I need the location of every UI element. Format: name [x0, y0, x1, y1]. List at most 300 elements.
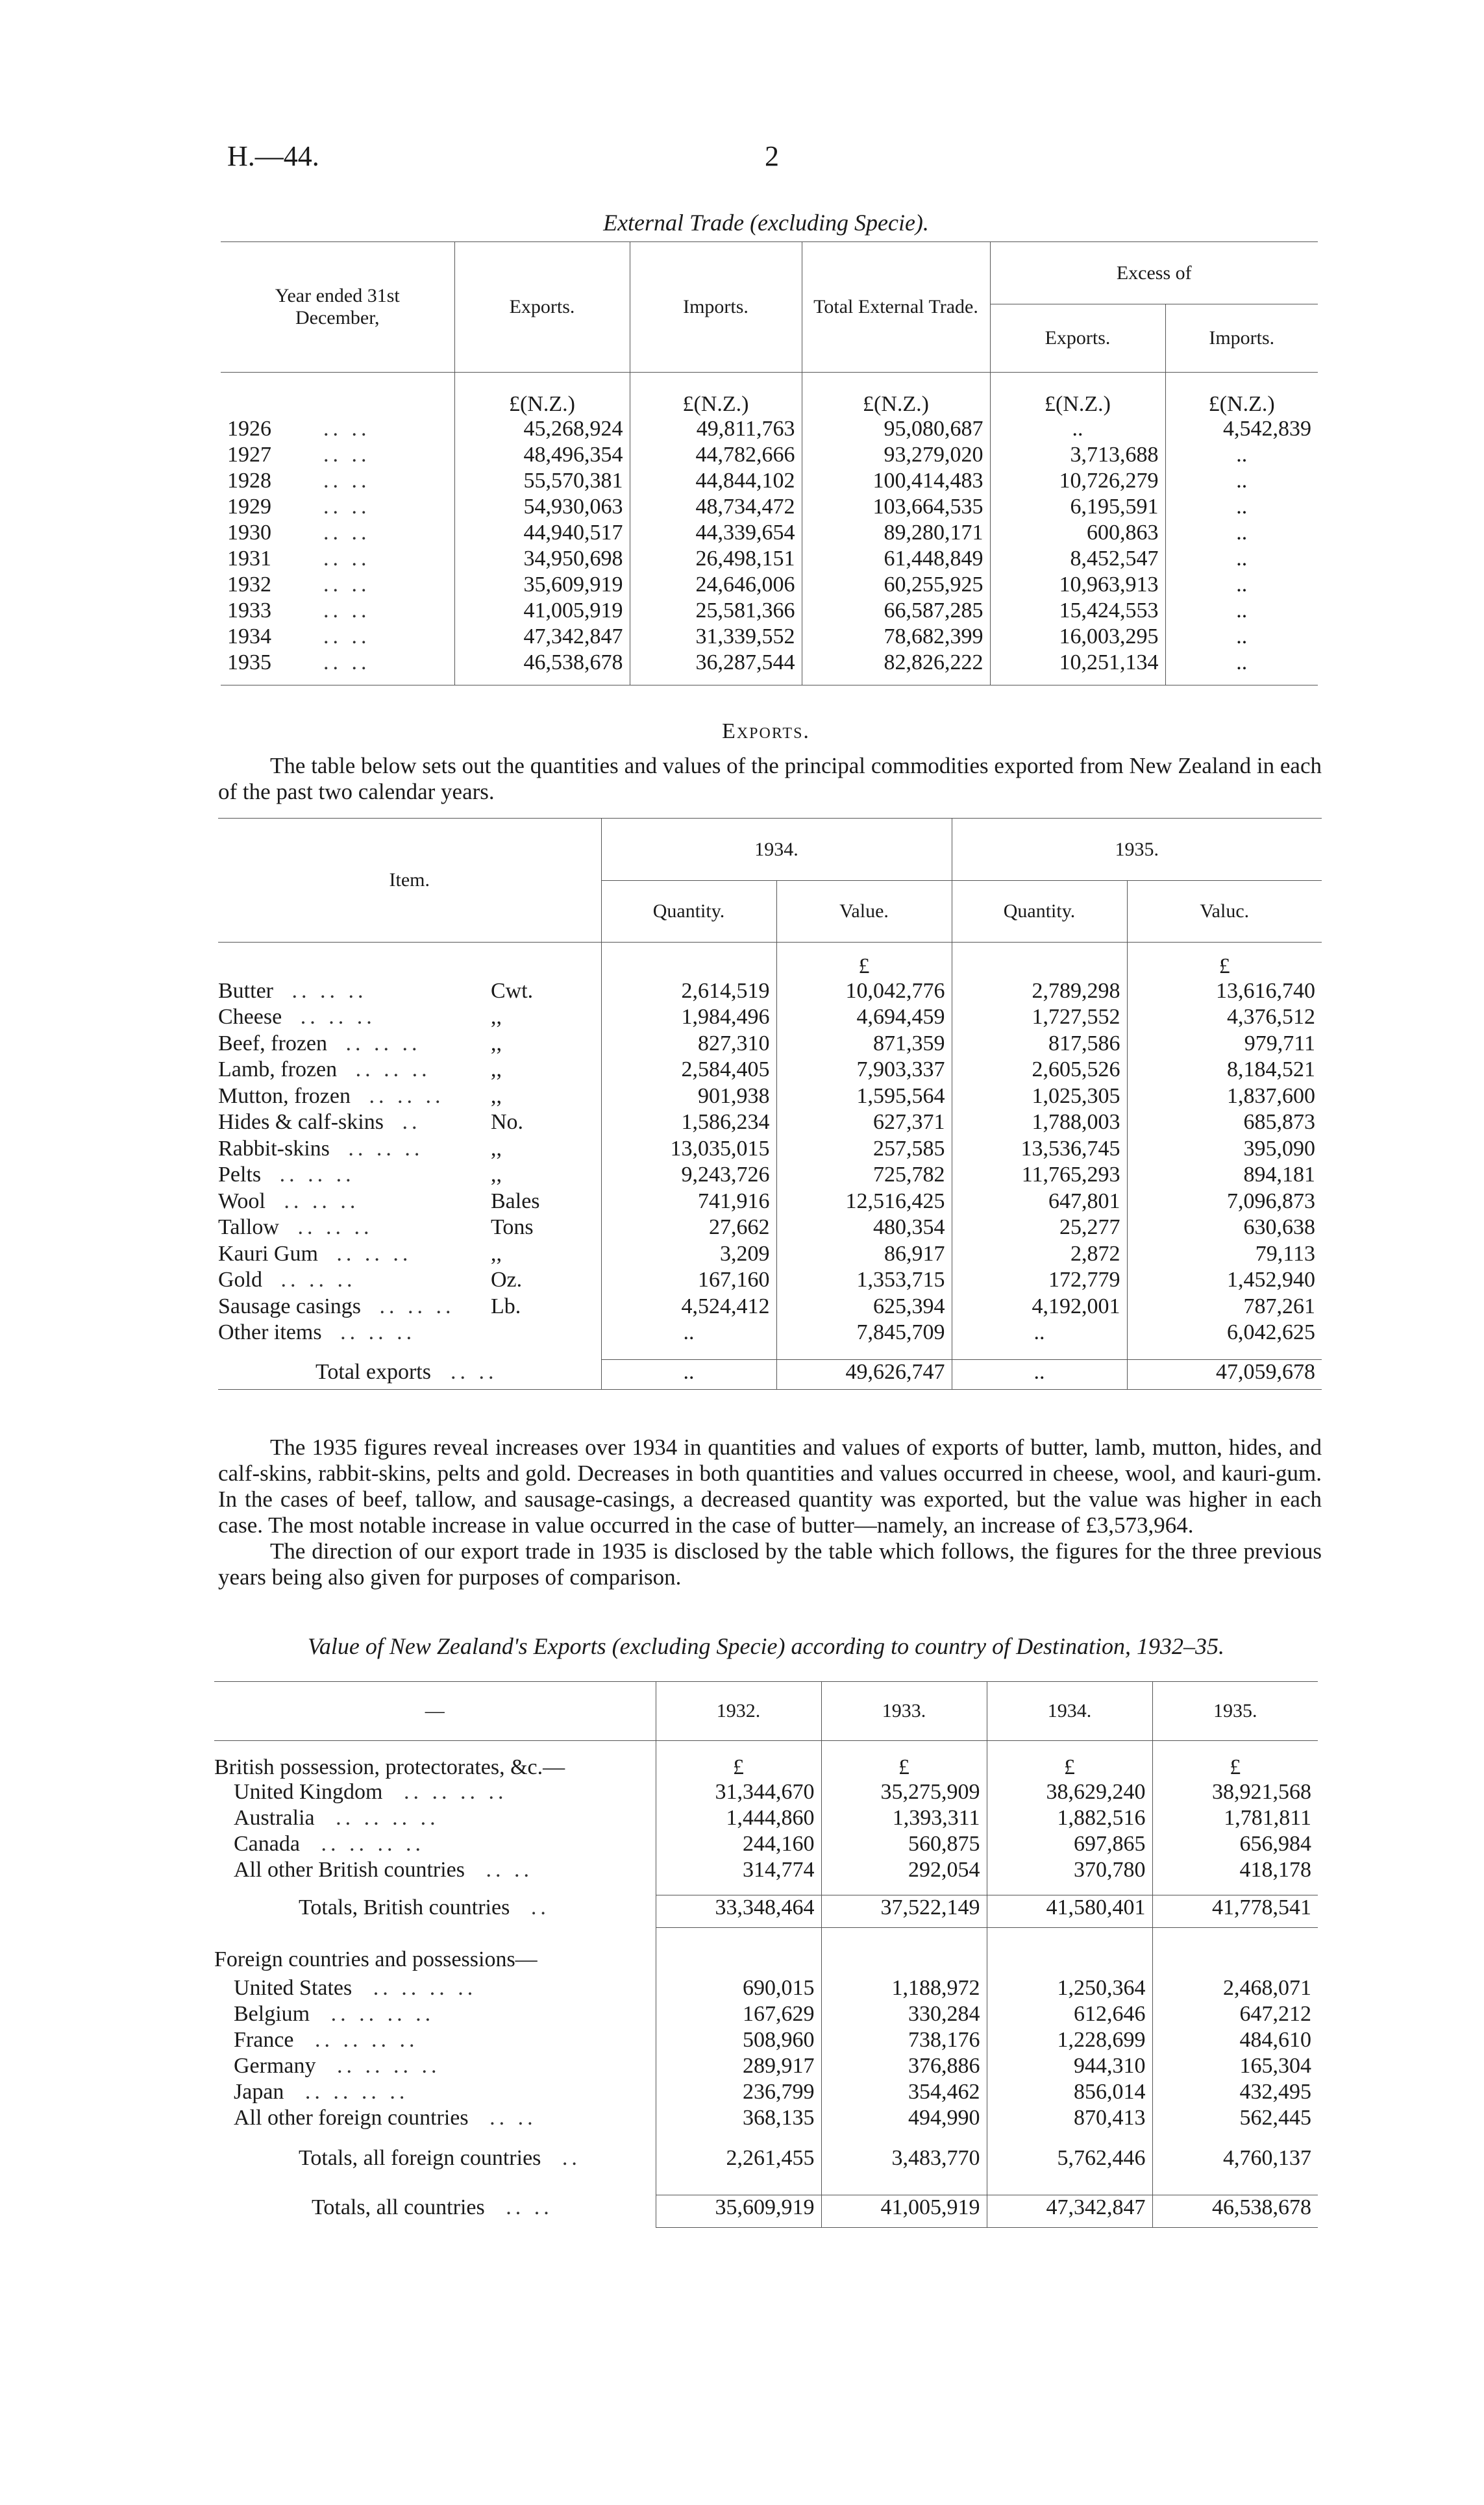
- quantity-35-cell: 2,789,298: [952, 979, 1127, 1006]
- exports-cell: 54,930,063: [454, 495, 630, 521]
- total-cell: 82,826,222: [802, 650, 990, 676]
- value-33-cell: 1,393,311: [821, 1806, 987, 1832]
- value-34-cell: 370,780: [987, 1858, 1152, 1884]
- trade-row: [221, 495, 1318, 521]
- value-34-cell: 627,371: [776, 1110, 952, 1137]
- spacer-cell: [478, 1347, 601, 1360]
- col-excess-exports-header: Exports.: [990, 304, 1165, 373]
- value-35-cell: 1,781,811: [1152, 1806, 1318, 1832]
- country-cell: [214, 2080, 656, 2106]
- imports-cell: 31,339,552: [630, 624, 802, 650]
- total-cell: 78,682,399: [802, 624, 990, 650]
- value-34-cell: 7,845,709: [776, 1320, 952, 1347]
- spacer-cell: [990, 676, 1165, 685]
- quantity-35-cell: ..: [952, 1320, 1127, 1347]
- imports-cell: 44,339,654: [630, 521, 802, 547]
- value-33-cell: 41,005,919: [821, 2195, 987, 2228]
- exports-cell: 34,950,698: [454, 547, 630, 573]
- unit-cell: Tons: [491, 1215, 534, 1239]
- value-34-cell: 480,354: [776, 1215, 952, 1242]
- value-33-cell: 354,462: [821, 2080, 987, 2106]
- leader-dots: .. .. ..: [291, 1005, 376, 1029]
- leader-dots: .. ..: [323, 624, 371, 648]
- spacer-row: [214, 1928, 1318, 1947]
- year-label: 1934: [227, 624, 271, 648]
- ex-imports-cell: 4,542,839: [1165, 417, 1318, 443]
- quantity-34-cell: 1,984,496: [601, 1005, 776, 1031]
- item-cell: [218, 979, 478, 1006]
- country-cell: [214, 1780, 656, 1806]
- spacer-cell: [987, 1947, 1152, 1976]
- destinations-table: [214, 1681, 1318, 2228]
- unit-label: £(N.Z.): [802, 373, 990, 417]
- leader-dots: .. .. ..: [270, 1163, 355, 1187]
- total-cell: 89,280,171: [802, 521, 990, 547]
- exports-intro: [218, 753, 1322, 805]
- pound-symbol: £: [1127, 943, 1322, 979]
- value-35-cell: 8,184,521: [1127, 1057, 1322, 1084]
- quantity-34-cell: 2,584,405: [601, 1057, 776, 1084]
- destinations-dash-header: —: [214, 1682, 656, 1741]
- british-total-row: [214, 1895, 1318, 1928]
- quantity-35-cell: 1,727,552: [952, 1005, 1127, 1031]
- leader-dots: .. .. ..: [282, 978, 367, 1003]
- value-33-cell: 35,275,909: [821, 1780, 987, 1806]
- col-exports-header: Exports.: [454, 242, 630, 373]
- quantity-34-cell: 1,586,234: [601, 1110, 776, 1137]
- leader-dots: .. .. ..: [274, 1189, 360, 1213]
- spacer-cell: [987, 1928, 1152, 1947]
- total-label: Total exports: [315, 1359, 431, 1384]
- table-bottom-rule: [221, 676, 1318, 685]
- item-cell: [218, 1084, 478, 1111]
- value-34-cell: 12,516,425: [776, 1189, 952, 1216]
- value-34-cell: 1,353,715: [776, 1268, 952, 1294]
- ex-imports-cell: ..: [1165, 573, 1318, 598]
- item-name: Pelts: [218, 1163, 262, 1187]
- exports-commentary: [218, 1435, 1322, 1590]
- value-34-cell: 944,310: [987, 2054, 1152, 2080]
- item-name: Butter: [218, 978, 273, 1003]
- trade-row: [221, 598, 1318, 624]
- country-cell: [214, 2195, 656, 2228]
- unit-cell: Cwt.: [491, 978, 534, 1003]
- spacer-cell: [1152, 2181, 1318, 2195]
- spacer-cell: [1152, 1947, 1318, 1976]
- exports-heading: Exports.: [722, 719, 810, 743]
- quantity-34-cell: 13,035,015: [601, 1137, 776, 1163]
- ex-imports-cell: ..: [1165, 598, 1318, 624]
- quantity-35-cell: 1,788,003: [952, 1110, 1127, 1137]
- quantity-34-cell: 9,243,726: [601, 1163, 776, 1189]
- year-label: 1935: [227, 650, 271, 674]
- spacer-cell: [821, 1947, 987, 1976]
- item-cell: [218, 1320, 478, 1347]
- trade-row: [221, 547, 1318, 573]
- commodity-row: [218, 1005, 1322, 1031]
- commodity-row: [218, 979, 1322, 1006]
- item-name: Lamb, frozen: [218, 1057, 338, 1081]
- country-row: [214, 2002, 1318, 2028]
- value-32-cell: 35,609,919: [656, 2195, 821, 2228]
- exports-cell: 35,609,919: [454, 573, 630, 598]
- country-name: Germany: [234, 2053, 316, 2078]
- value-32-cell: 33,348,464: [656, 1895, 821, 1928]
- imports-cell: 44,844,102: [630, 469, 802, 495]
- total-exports-row: [218, 1360, 1322, 1390]
- item-name: Kauri Gum: [218, 1241, 318, 1266]
- country-row: [214, 1858, 1318, 1884]
- ex-exports-cell: 10,251,134: [990, 650, 1165, 676]
- exports-cell: 47,342,847: [454, 624, 630, 650]
- leader-dots: .. ..: [323, 520, 371, 545]
- country-cell: [214, 2054, 656, 2080]
- item-name: Sausage casings: [218, 1294, 362, 1318]
- value-35-cell: 13,616,740: [1127, 979, 1322, 1006]
- quantity-34-cell: 2,614,519: [601, 979, 776, 1006]
- value-35-cell: 979,711: [1127, 1031, 1322, 1058]
- spacer-cell: [656, 2132, 821, 2146]
- quantity-34-cell: 27,662: [601, 1215, 776, 1242]
- item-cell: [218, 1057, 478, 1084]
- commodity-row: [218, 1084, 1322, 1111]
- leader-dots: .. .. .. ..: [364, 1975, 477, 2000]
- value-35-cell: 79,113: [1127, 1242, 1322, 1268]
- quantity-1934-header: Quantity.: [601, 881, 776, 943]
- section-heading: British possession, protectorates, &c.—: [214, 1755, 565, 1779]
- year-label: 1928: [227, 468, 271, 493]
- total-cell: 60,255,925: [802, 573, 990, 598]
- year-cell: [221, 547, 454, 573]
- ex-imports-cell: ..: [1165, 650, 1318, 676]
- commodity-row: [218, 1031, 1322, 1058]
- country-row: [214, 2106, 1318, 2132]
- total-cell: 93,279,020: [802, 443, 990, 469]
- leader-dots: .. .. ..: [288, 1215, 373, 1239]
- value-35-cell: 4,760,137: [1152, 2146, 1318, 2181]
- value-35-cell: 418,178: [1152, 1858, 1318, 1884]
- item-name: Tallow: [218, 1215, 279, 1239]
- leader-dots: .. .. ..: [359, 1083, 445, 1108]
- leader-dots: .. .. .. ..: [394, 1779, 508, 1804]
- item-cell: [218, 1189, 478, 1216]
- year-label: 1927: [227, 442, 271, 467]
- country-name: Belgium: [234, 2001, 310, 2026]
- year-cell: [221, 443, 454, 469]
- leader-dots: ..: [521, 1895, 550, 1919]
- value-33-cell: 738,176: [821, 2028, 987, 2054]
- imports-cell: 25,581,366: [630, 598, 802, 624]
- country-name: Totals, all countries: [312, 2195, 485, 2219]
- unit-cell: ,,: [491, 1005, 502, 1029]
- spacer-cell: [776, 1347, 952, 1360]
- country-row: [214, 1832, 1318, 1858]
- item-cell: [218, 1268, 478, 1294]
- spacer-row: [214, 1884, 1318, 1895]
- year-label: 1931: [227, 546, 271, 571]
- leader-dots: ..: [392, 1110, 421, 1134]
- value-34-cell: 1,228,699: [987, 2028, 1152, 2054]
- ex-imports-cell: ..: [1165, 521, 1318, 547]
- item-name: Beef, frozen: [218, 1031, 328, 1055]
- unit-cell: ,,: [491, 1057, 502, 1081]
- quantity-35-cell: 13,536,745: [952, 1137, 1127, 1163]
- destinations-title: Value of New Zealand's Exports (excluding Specie) according to country of Destination, 1932–35.: [307, 1633, 1225, 1659]
- country-name: All other foreign countries: [234, 2105, 469, 2130]
- ex-exports-cell: 6,195,591: [990, 495, 1165, 521]
- trade-row: [221, 443, 1318, 469]
- item-name: Wool: [218, 1189, 266, 1213]
- leader-dots: .. .. ..: [330, 1320, 416, 1344]
- unit-cell: [478, 1320, 601, 1347]
- commodity-row: [218, 1320, 1322, 1347]
- quantity-34-cell: ..: [601, 1320, 776, 1347]
- imports-cell: 24,646,006: [630, 573, 802, 598]
- value-35-cell: 2,468,071: [1152, 1976, 1318, 2002]
- country-name: France: [234, 2027, 294, 2052]
- exports-cell: 46,538,678: [454, 650, 630, 676]
- leader-dots: .. ..: [323, 598, 371, 623]
- country-cell: [214, 2028, 656, 2054]
- quantity-1935-header: Quantity.: [952, 881, 1127, 943]
- spacer-cell: [454, 676, 630, 685]
- year-1935-header: 1935.: [1152, 1682, 1318, 1741]
- value-35-cell: 562,445: [1152, 2106, 1318, 2132]
- quantity-35-cell: 4,192,001: [952, 1294, 1127, 1321]
- pound-symbol: £: [656, 1741, 821, 1780]
- exports-cell: 45,268,924: [454, 417, 630, 443]
- ex-imports-cell: ..: [1165, 469, 1318, 495]
- value-34-cell: 697,865: [987, 1832, 1152, 1858]
- leader-dots: .. .. .. ..: [305, 2027, 419, 2052]
- spacer-cell: [214, 1928, 656, 1947]
- unit-label: £(N.Z.): [990, 373, 1165, 417]
- value-35-cell: 165,304: [1152, 2054, 1318, 2080]
- value-34-cell: 38,629,240: [987, 1780, 1152, 1806]
- country-row: [214, 1976, 1318, 2002]
- unit-cell: Lb.: [491, 1294, 521, 1318]
- total-cell: 100,414,483: [802, 469, 990, 495]
- spacer-cell: [821, 2181, 987, 2195]
- spacer-cell: [1152, 1928, 1318, 1947]
- value-32-cell: 1,444,860: [656, 1806, 821, 1832]
- year-cell: [221, 495, 454, 521]
- value-34-cell: 10,042,776: [776, 979, 952, 1006]
- year-1934-header: 1934.: [987, 1682, 1152, 1741]
- value-35-cell: 685,873: [1127, 1110, 1322, 1137]
- year-1935-header: 1935.: [952, 819, 1322, 881]
- year-label: 1930: [227, 520, 271, 545]
- page-number: 2: [765, 140, 779, 172]
- exports-cell: 48,496,354: [454, 443, 630, 469]
- foreign-heading-row: [214, 1947, 1318, 1976]
- item-cell: [218, 1294, 478, 1321]
- leader-dots: .. ..: [476, 1857, 534, 1882]
- spacer-cell: [821, 1928, 987, 1947]
- year-cell: [221, 650, 454, 676]
- value-32-cell: 2,261,455: [656, 2146, 821, 2181]
- commodity-row: [218, 1242, 1322, 1268]
- spacer-cell: [656, 2181, 821, 2195]
- trade-row: [221, 573, 1318, 598]
- value-33-cell: 494,990: [821, 2106, 987, 2132]
- spacer-cell: [214, 1884, 656, 1895]
- item-name: Cheese: [218, 1005, 282, 1029]
- country-name: United Kingdom: [234, 1779, 383, 1804]
- ex-imports-cell: ..: [1165, 624, 1318, 650]
- year-cell: [221, 469, 454, 495]
- spacer-row: [214, 2181, 1318, 2195]
- total-cell: 95,080,687: [802, 417, 990, 443]
- value-34-cell: 612,646: [987, 2002, 1152, 2028]
- year-1934-header: 1934.: [601, 819, 952, 881]
- leader-dots: ..: [552, 2145, 581, 2170]
- imports-cell: 44,782,666: [630, 443, 802, 469]
- quantity-34-cell: 741,916: [601, 1189, 776, 1216]
- value-33-cell: 376,886: [821, 2054, 987, 2080]
- value-35-cell: 41,778,541: [1152, 1895, 1318, 1928]
- item-name: Other items: [218, 1320, 322, 1344]
- quantity-34-cell: 827,310: [601, 1031, 776, 1058]
- spacer-cell: [987, 1884, 1152, 1895]
- pound-symbol: £: [776, 943, 952, 979]
- value-34-cell: 871,359: [776, 1031, 952, 1058]
- value-34-cell: 7,903,337: [776, 1057, 952, 1084]
- col-excess-imports-header: Imports.: [1165, 304, 1318, 373]
- leader-dots: .. .. ..: [336, 1031, 421, 1055]
- quantity-35-cell: 2,872: [952, 1242, 1127, 1268]
- quantity-35-cell: 25,277: [952, 1215, 1127, 1242]
- year-cell: [221, 521, 454, 547]
- ex-exports-cell: 3,713,688: [990, 443, 1165, 469]
- col-excess-of-header: Excess of: [990, 242, 1318, 304]
- value-35-cell: 656,984: [1152, 1832, 1318, 1858]
- value-35-cell: 4,376,512: [1127, 1005, 1322, 1031]
- value-35-cell: 46,538,678: [1152, 2195, 1318, 2228]
- item-cell: [218, 1005, 478, 1031]
- ex-exports-cell: ..: [990, 417, 1165, 443]
- country-cell: [214, 2106, 656, 2132]
- value-32-cell: 167,629: [656, 2002, 821, 2028]
- country-row: [214, 2054, 1318, 2080]
- spacer-cell: [821, 2132, 987, 2146]
- imports-cell: 49,811,763: [630, 417, 802, 443]
- imports-cell: 36,287,544: [630, 650, 802, 676]
- item-cell: [218, 1031, 478, 1058]
- ex-exports-cell: 10,963,913: [990, 573, 1165, 598]
- commodity-row: [218, 1294, 1322, 1321]
- exports-intro-text: The table below sets out the quantities and values of the principal commodities exported from New Zealand in each of the past two calendar years.: [218, 753, 1322, 804]
- value-34-cell: 1,882,516: [987, 1806, 1152, 1832]
- country-name: Totals, all foreign countries: [299, 2145, 541, 2170]
- trade-row: [221, 417, 1318, 443]
- country-cell: [214, 2002, 656, 2028]
- spacer-cell: [656, 1947, 821, 1976]
- year-label: 1933: [227, 598, 271, 623]
- total-cell: 61,448,849: [802, 547, 990, 573]
- spacer-row: [218, 1347, 1322, 1360]
- ex-imports-cell: ..: [1165, 495, 1318, 521]
- value-33-cell: 292,054: [821, 1858, 987, 1884]
- spacer-cell: [802, 676, 990, 685]
- country-name: Totals, British countries: [299, 1895, 510, 1919]
- external-trade-table: [221, 241, 1318, 685]
- value-33-cell: 560,875: [821, 1832, 987, 1858]
- country-row: [214, 1780, 1318, 1806]
- value-33-cell: 37,522,149: [821, 1895, 987, 1928]
- commodity-row: [218, 1163, 1322, 1189]
- country-row: [214, 1806, 1318, 1832]
- spacer-cell: [1127, 1347, 1322, 1360]
- ex-exports-cell: 15,424,553: [990, 598, 1165, 624]
- spacer-cell: [218, 1347, 478, 1360]
- leader-dots: .. .. ..: [327, 1241, 412, 1266]
- value-35-cell: 484,610: [1152, 2028, 1318, 2054]
- country-row: [214, 2028, 1318, 2054]
- year-1932-header: 1932.: [656, 1682, 821, 1741]
- value-33-cell: 3,483,770: [821, 2146, 987, 2181]
- item-cell: [218, 1242, 478, 1268]
- leader-dots: .. ..: [323, 468, 371, 493]
- year-label: 1929: [227, 494, 271, 519]
- spacer-cell: [630, 676, 802, 685]
- trade-row: [221, 624, 1318, 650]
- spacer-cell: [656, 1884, 821, 1895]
- section-heading: Foreign countries and possessions—: [214, 1947, 538, 1971]
- year-cell: [221, 624, 454, 650]
- item-name: Hides & calf-skins: [218, 1110, 384, 1134]
- value-32-cell: 368,135: [656, 2106, 821, 2132]
- item-name: Gold: [218, 1268, 262, 1292]
- country-name: Japan: [234, 2079, 284, 2104]
- unit-cell: ,,: [491, 1083, 502, 1108]
- value-32-cell: 236,799: [656, 2080, 821, 2106]
- imports-cell: 48,734,472: [630, 495, 802, 521]
- external-trade-title: External Trade (excluding Specie).: [603, 210, 929, 236]
- page-reference: H.—44.: [227, 140, 319, 172]
- value-32-cell: 314,774: [656, 1858, 821, 1884]
- item-name: Rabbit-skins: [218, 1136, 330, 1161]
- value-35-cell: 787,261: [1127, 1294, 1322, 1321]
- country-name: Canada: [234, 1831, 300, 1856]
- value-1934-header: Value.: [776, 881, 952, 943]
- commodity-row: [218, 1268, 1322, 1294]
- trade-row: [221, 521, 1318, 547]
- value-34-cell: 725,782: [776, 1163, 952, 1189]
- unit-cell: ,,: [491, 1163, 502, 1187]
- value-35-cell: 395,090: [1127, 1137, 1322, 1163]
- value-35-cell: 630,638: [1127, 1215, 1322, 1242]
- value-35-cell: 7,096,873: [1127, 1189, 1322, 1216]
- trade-row: [221, 469, 1318, 495]
- unit-cell: No.: [491, 1110, 524, 1134]
- quantity-34-cell: 901,938: [601, 1084, 776, 1111]
- value-32-cell: 690,015: [656, 1976, 821, 2002]
- quantity-35-cell: 1,025,305: [952, 1084, 1127, 1111]
- leader-dots: .. .. ..: [346, 1057, 431, 1081]
- unit-label: £(N.Z.): [630, 373, 802, 417]
- quantity-34-cell: 167,160: [601, 1268, 776, 1294]
- unit-cell: ,,: [491, 1031, 502, 1055]
- spacer-cell: [214, 2132, 656, 2146]
- value-34-cell: 625,394: [776, 1294, 952, 1321]
- spacer-cell: [1152, 1884, 1318, 1895]
- leader-dots: .. ..: [323, 442, 371, 467]
- leader-dots: .. .. .. ..: [321, 2001, 435, 2026]
- year-label: 1926: [227, 416, 271, 441]
- trade-row: [221, 650, 1318, 676]
- country-row: [214, 2080, 1318, 2106]
